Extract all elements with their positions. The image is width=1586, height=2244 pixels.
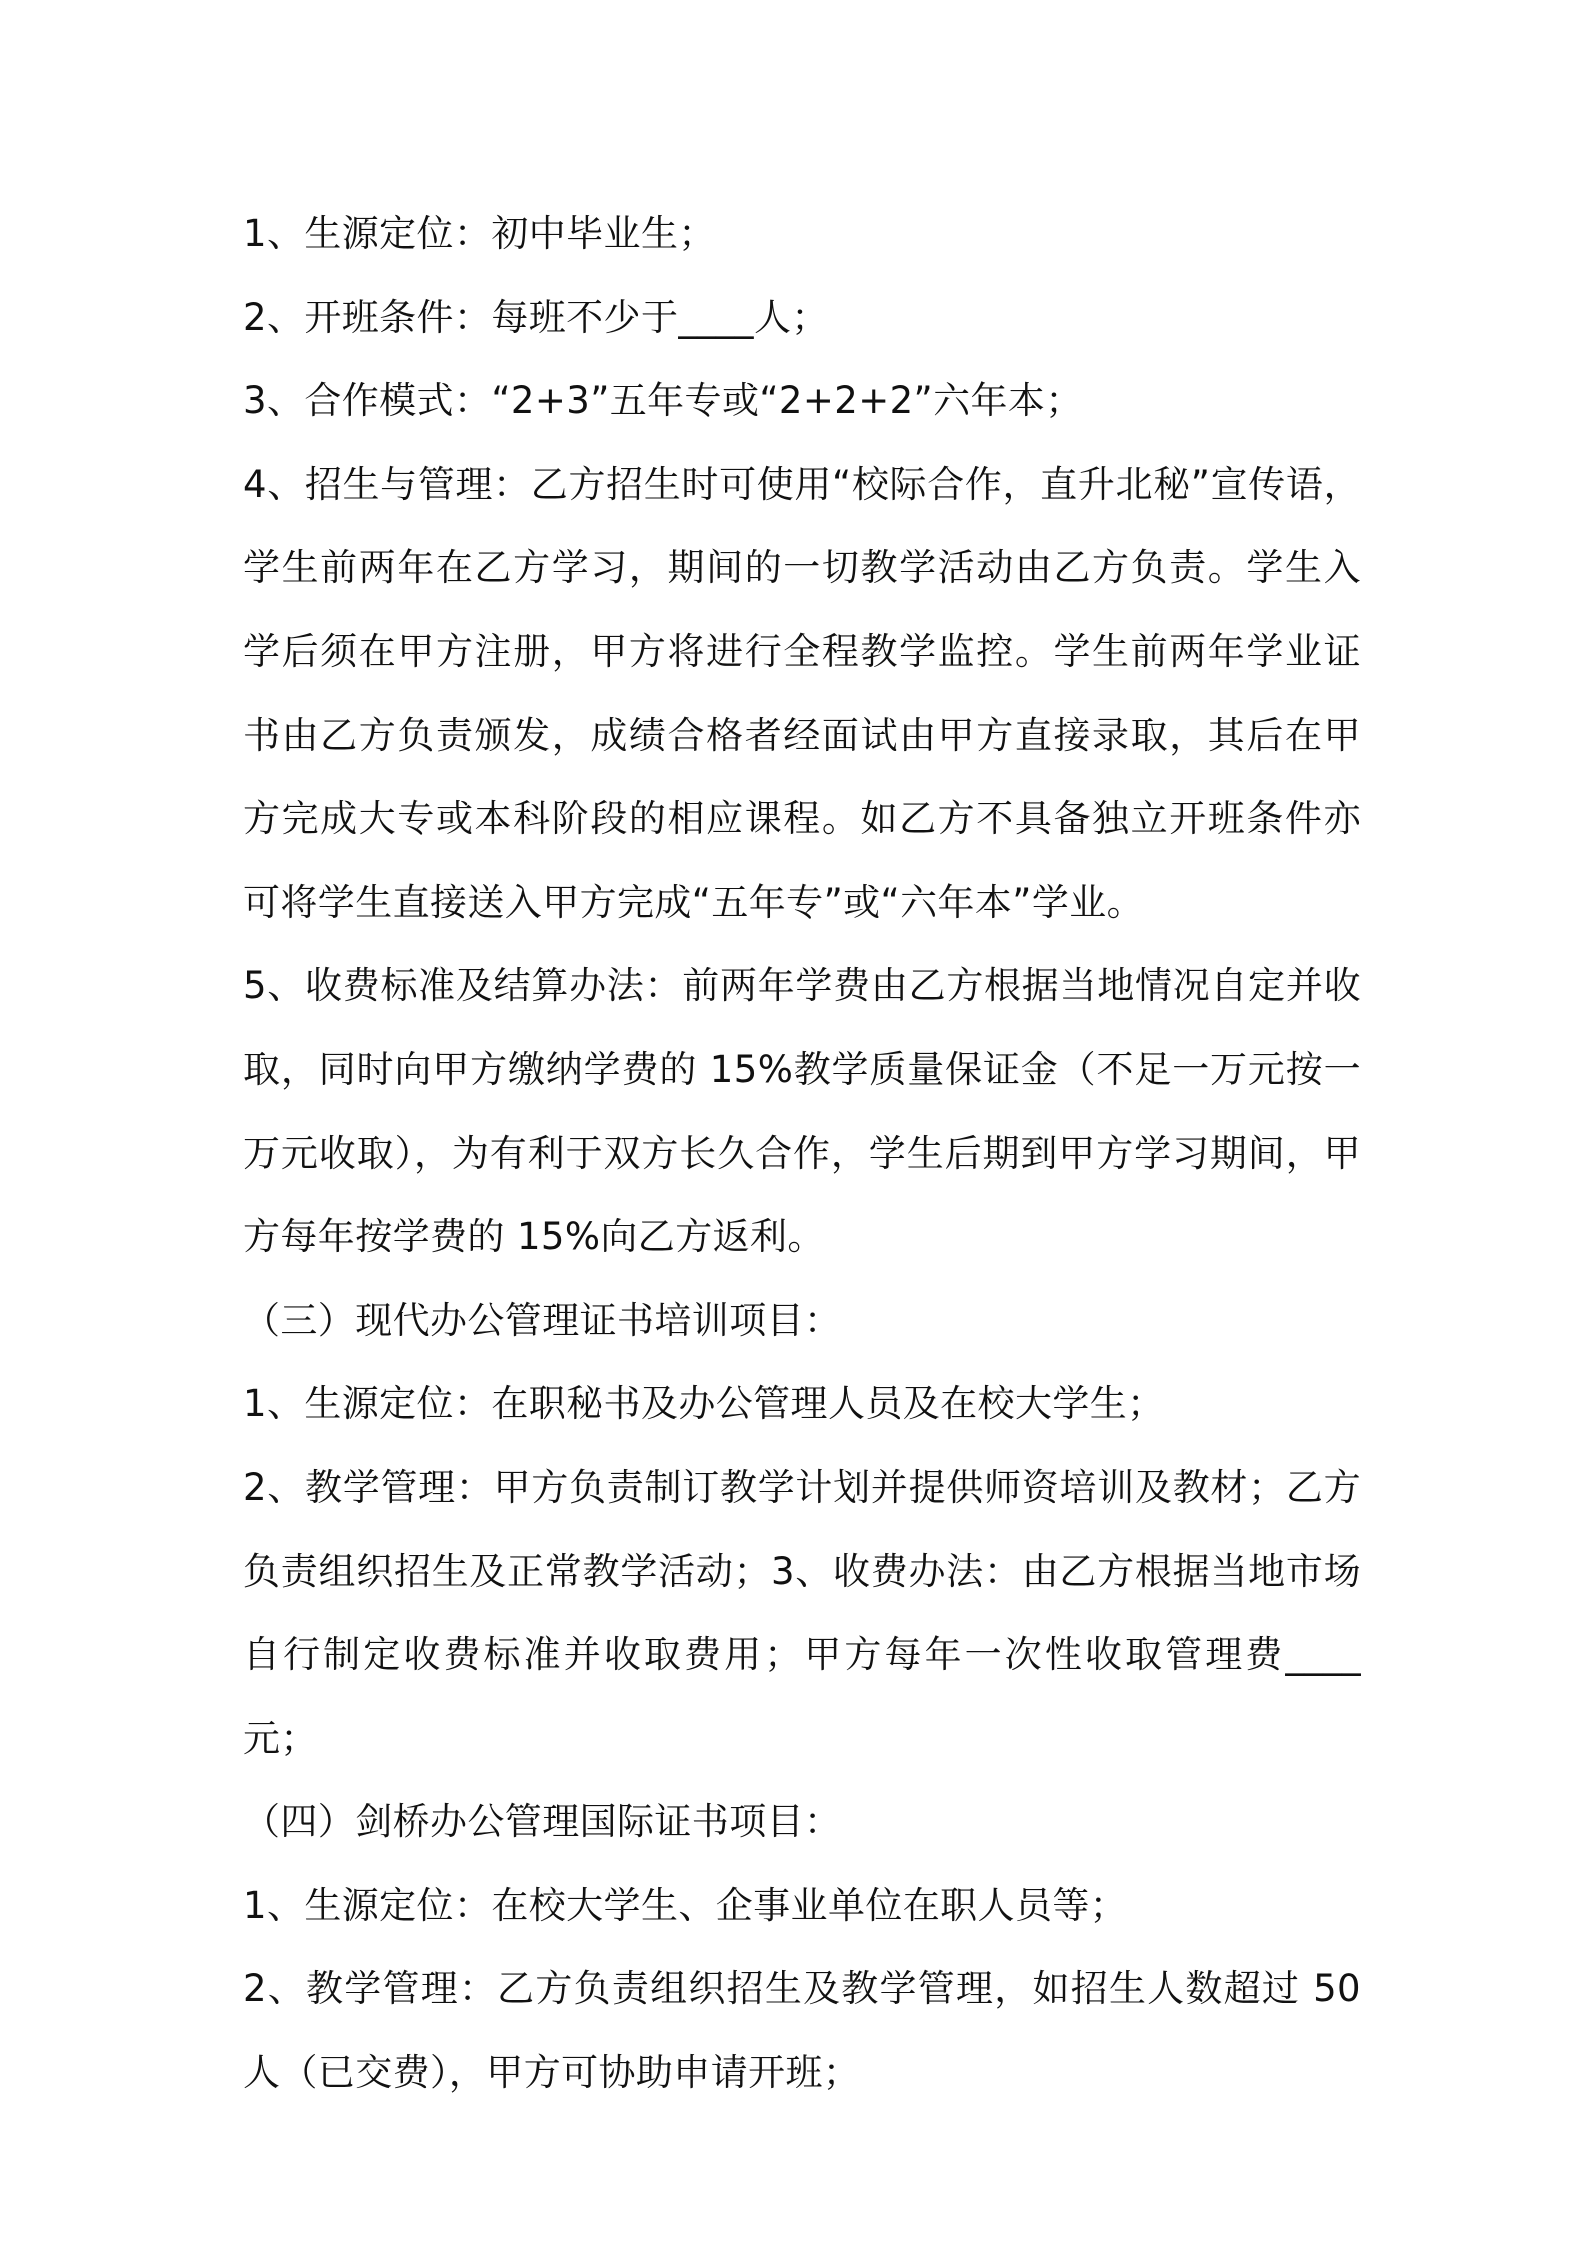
- paragraph-enrollment-management: 4、招生与管理：乙方招生时可使用“校际合作，直升北秘”宣传语，学生前两年在乙方学习，期间的一切教学活动由乙方负责。学生入学后须在甲方注册，甲方将进行全程教学监控。学生前两年学业证书由乙方负责颁发，成绩合格者经面试由甲方直接录取，其后在甲方完成大专或本科阶段的相应课程。如乙方不具备独立开班条件亦可将学生直接送入甲方完成“五年专”或“六年本”学业。: [243, 462, 1361, 924]
- paragraph-modern-office-teaching: 2、教学管理：甲方负责制订教学计划并提供师资培训及教材；乙方负责组织招生及正常教学活动；3、收费办法：由乙方根据当地市场自行制定收费标准并收取费用；甲方每年一次性收取管理费____元；: [243, 1465, 1361, 1760]
- paragraph-cooperation-mode: 3、合作模式：“2+3”五年专或“2+2+2”六年本；: [243, 379, 1083, 423]
- paragraph-cambridge-source: 1、生源定位：在校大学生、企事业单位在职人员等；: [243, 1883, 1128, 1927]
- section-heading-modern-office: （三）现代办公管理证书培训项目：: [243, 1298, 842, 1342]
- paragraph-modern-office-source: 1、生源定位：在职秘书及办公管理人员及在校大学生；: [243, 1382, 1165, 1426]
- paragraph-cambridge-teaching: 2、教学管理：乙方负责组织招生及教学管理，如招生人数超过 50 人（已交费），甲方可协助申请开班；: [243, 1967, 1361, 2095]
- document-body: [243, 192, 1361, 2115]
- paragraph-class-condition: 2、开班条件：每班不少于____人；: [243, 295, 829, 339]
- paragraph-student-source: 1、生源定位：初中毕业生；: [243, 212, 716, 255]
- section-heading-cambridge: （四）剑桥办公管理国际证书项目：: [243, 1800, 842, 1844]
- paragraph-fee-settlement: 5、收费标准及结算办法：前两年学费由乙方根据当地情况自定并收取，同时向甲方缴纳学费的 15%教学质量保证金（不足一万元按一万元收取），为有利于双方长久合作，学生后期到甲方学习期间，甲方每年按学费的 15%向乙方返利。: [243, 964, 1361, 1259]
